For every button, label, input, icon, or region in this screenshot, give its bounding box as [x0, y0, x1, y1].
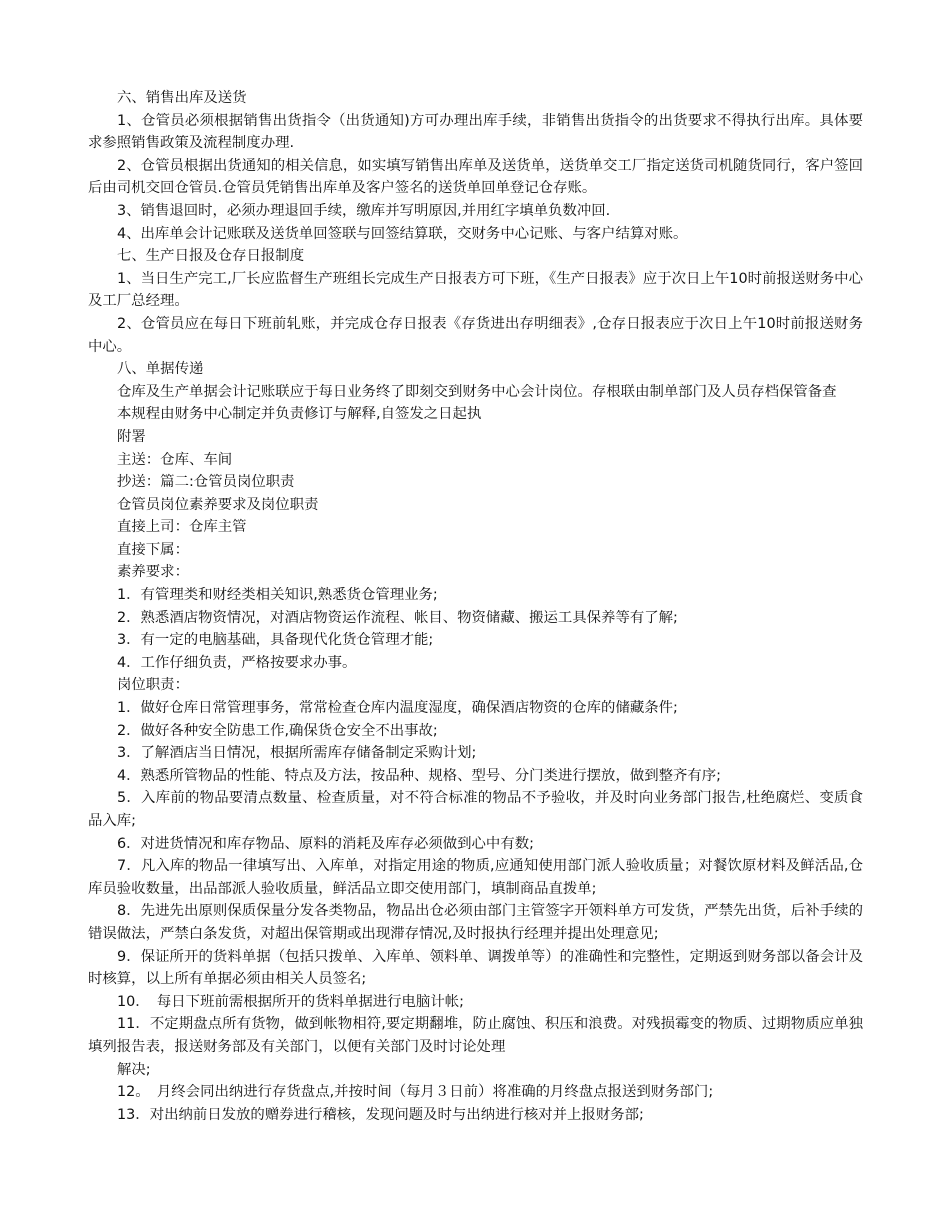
paragraph: 3、销售退回时，必须办理退回手续，缴库并写明原因,并用红字填单负数冲回.	[117, 202, 611, 219]
list-item: 3．了解酒店当日情况，根据所需库存储备制定采购计划;	[117, 745, 477, 762]
list-item: 6．对进货情况和库存物品、原料的消耗及库存必须做到心中有数;	[117, 835, 534, 852]
document-body	[88, 87, 863, 1126]
list-item: 2．做好各种安全防患工作,确保货仓安全不出事故;	[117, 722, 438, 739]
section-heading: 七、生产日报及仓存日报制度	[117, 248, 305, 265]
paragraph: 2、仓管员应在每日下班前轧账，并完成仓存日报表《存货进出存明细表》,仓存日报表应于次日上午10时前报送财务中心。	[88, 315, 863, 355]
list-item: 7．凡入库的物品一律填写出、入库单，对指定用途的物质,应通知使用部门派人验收质量；对餐饮原材料及鲜活品,仓库员验收数量，出品部派人验收质量，鲜活品立即交使用部门，填制商品直拨单;	[88, 858, 863, 897]
paragraph: 主送：仓库、车间	[117, 451, 233, 468]
paragraph: 仓库及生产单据会计记账联应于每日业务终了即刻交到财务中心会计岗位。存根联由制单部门及人员存档保管备查	[117, 383, 837, 400]
paragraph: 1、当日生产完工,厂长应监督生产班组长完成生产日报表方可下班，《生产日报表》应于次日上午10时前报送财务中心及工厂总经理。	[88, 270, 863, 310]
paragraph: 4、出库单会计记账联及送货单回签联与回签结算联，交财务中心记账、与客户结算对账。	[117, 225, 688, 242]
list-item: 9．保证所开的货料单据（包括只拨单、入库单、领料单、调拨单等）的准确性和完整性，定期返到财务部以备会计及时核算，以上所有单据必须由相关人员签名;	[88, 948, 863, 988]
section-heading: 仓管员岗位素养要求及岗位职责	[117, 496, 319, 513]
list-item: 4．熟悉所管物品的性能、特点及方法，按品种、规格、型号、分门类进行摆放，做到整齐有序;	[117, 767, 722, 784]
list-item: 1．做好仓库日常管理事务，常常检查仓库内温度湿度，确保酒店物资的仓库的储藏条件;	[117, 700, 678, 717]
section-heading: 六、销售出库及送货	[117, 90, 247, 106]
paragraph: 抄送：篇二:仓管员岗位职责	[117, 474, 295, 491]
paragraph: 解决;	[117, 1061, 151, 1078]
list-item: 13．对出纳前日发放的赠券进行稽核，发现问题及时与出纳进行核对并上报财务部;	[117, 1106, 644, 1123]
section-heading: 岗位职责：	[117, 677, 189, 694]
paragraph: 2、仓管员根据出货通知的相关信息，如实填写销售出库单及送货单，送货单交工厂指定送货司机随货同行，客户签回后由司机交回仓管员.仓管员凭销售出库单及客户签名的送货单回单登记仓存账。	[88, 157, 863, 197]
list-item: 4．工作仔细负责，严格按要求办事。	[117, 654, 357, 671]
list-item: 12。 月终会同出纳进行存货盘点,并按时间（每月３日前）将准确的月终盘点报送到财务部门;	[117, 1084, 714, 1101]
paragraph: 1、仓管员必须根据销售出货指令（出货通知)方可办理出库手续，非销售出货指令的出货要求不得执行出库。具体要求参照销售政策及流程制度办理.	[88, 112, 863, 152]
section-heading: 素养要求：	[117, 564, 189, 581]
list-item: 2．熟悉酒店物资情况，对酒店物资运作流程、帐目、物资储藏、搬运工具保养等有了解;	[117, 609, 678, 626]
paragraph: 直接下属：	[117, 541, 189, 558]
list-item: 11．不定期盘点所有货物，做到帐物相符,要定期翻堆，防止腐蚀、积压和浪费。对残损霉变的物质、过期物质应单独填列报告表，报送财务部及有关部门，以便有关部门及时讨论处理	[88, 1016, 863, 1055]
section-heading: 八、单据传递	[117, 361, 204, 378]
list-item: 10． 每日下班前需根据所开的货料单据进行电脑计帐;	[117, 993, 464, 1010]
paragraph: 直接上司：仓库主管	[117, 519, 247, 536]
paragraph: 本规程由财务中心制定并负责修订与解释,自签发之日起执	[117, 406, 482, 423]
paragraph: 附署	[117, 428, 146, 445]
list-item: 8．先进先出原则保质保量分发各类物品，物品出仓必须由部门主管签字开领料单方可发货，严禁先出货，后补手续的错误做法，严禁白条发货，对超出保管期或出现滞存情况,及时报执行经理并提出处理意见;	[88, 903, 863, 942]
list-item: 5．入库前的物品要清点数量、检查质量，对不符合标准的物品不予验收，并及时向业务部门报告,杜绝腐烂、变质食品入库;	[88, 790, 863, 829]
list-item: 3．有一定的电脑基础，具备现代化货仓管理才能;	[117, 632, 434, 649]
list-item: 1．有管理类和财经类相关知识,熟悉货仓管理业务;	[117, 587, 438, 604]
